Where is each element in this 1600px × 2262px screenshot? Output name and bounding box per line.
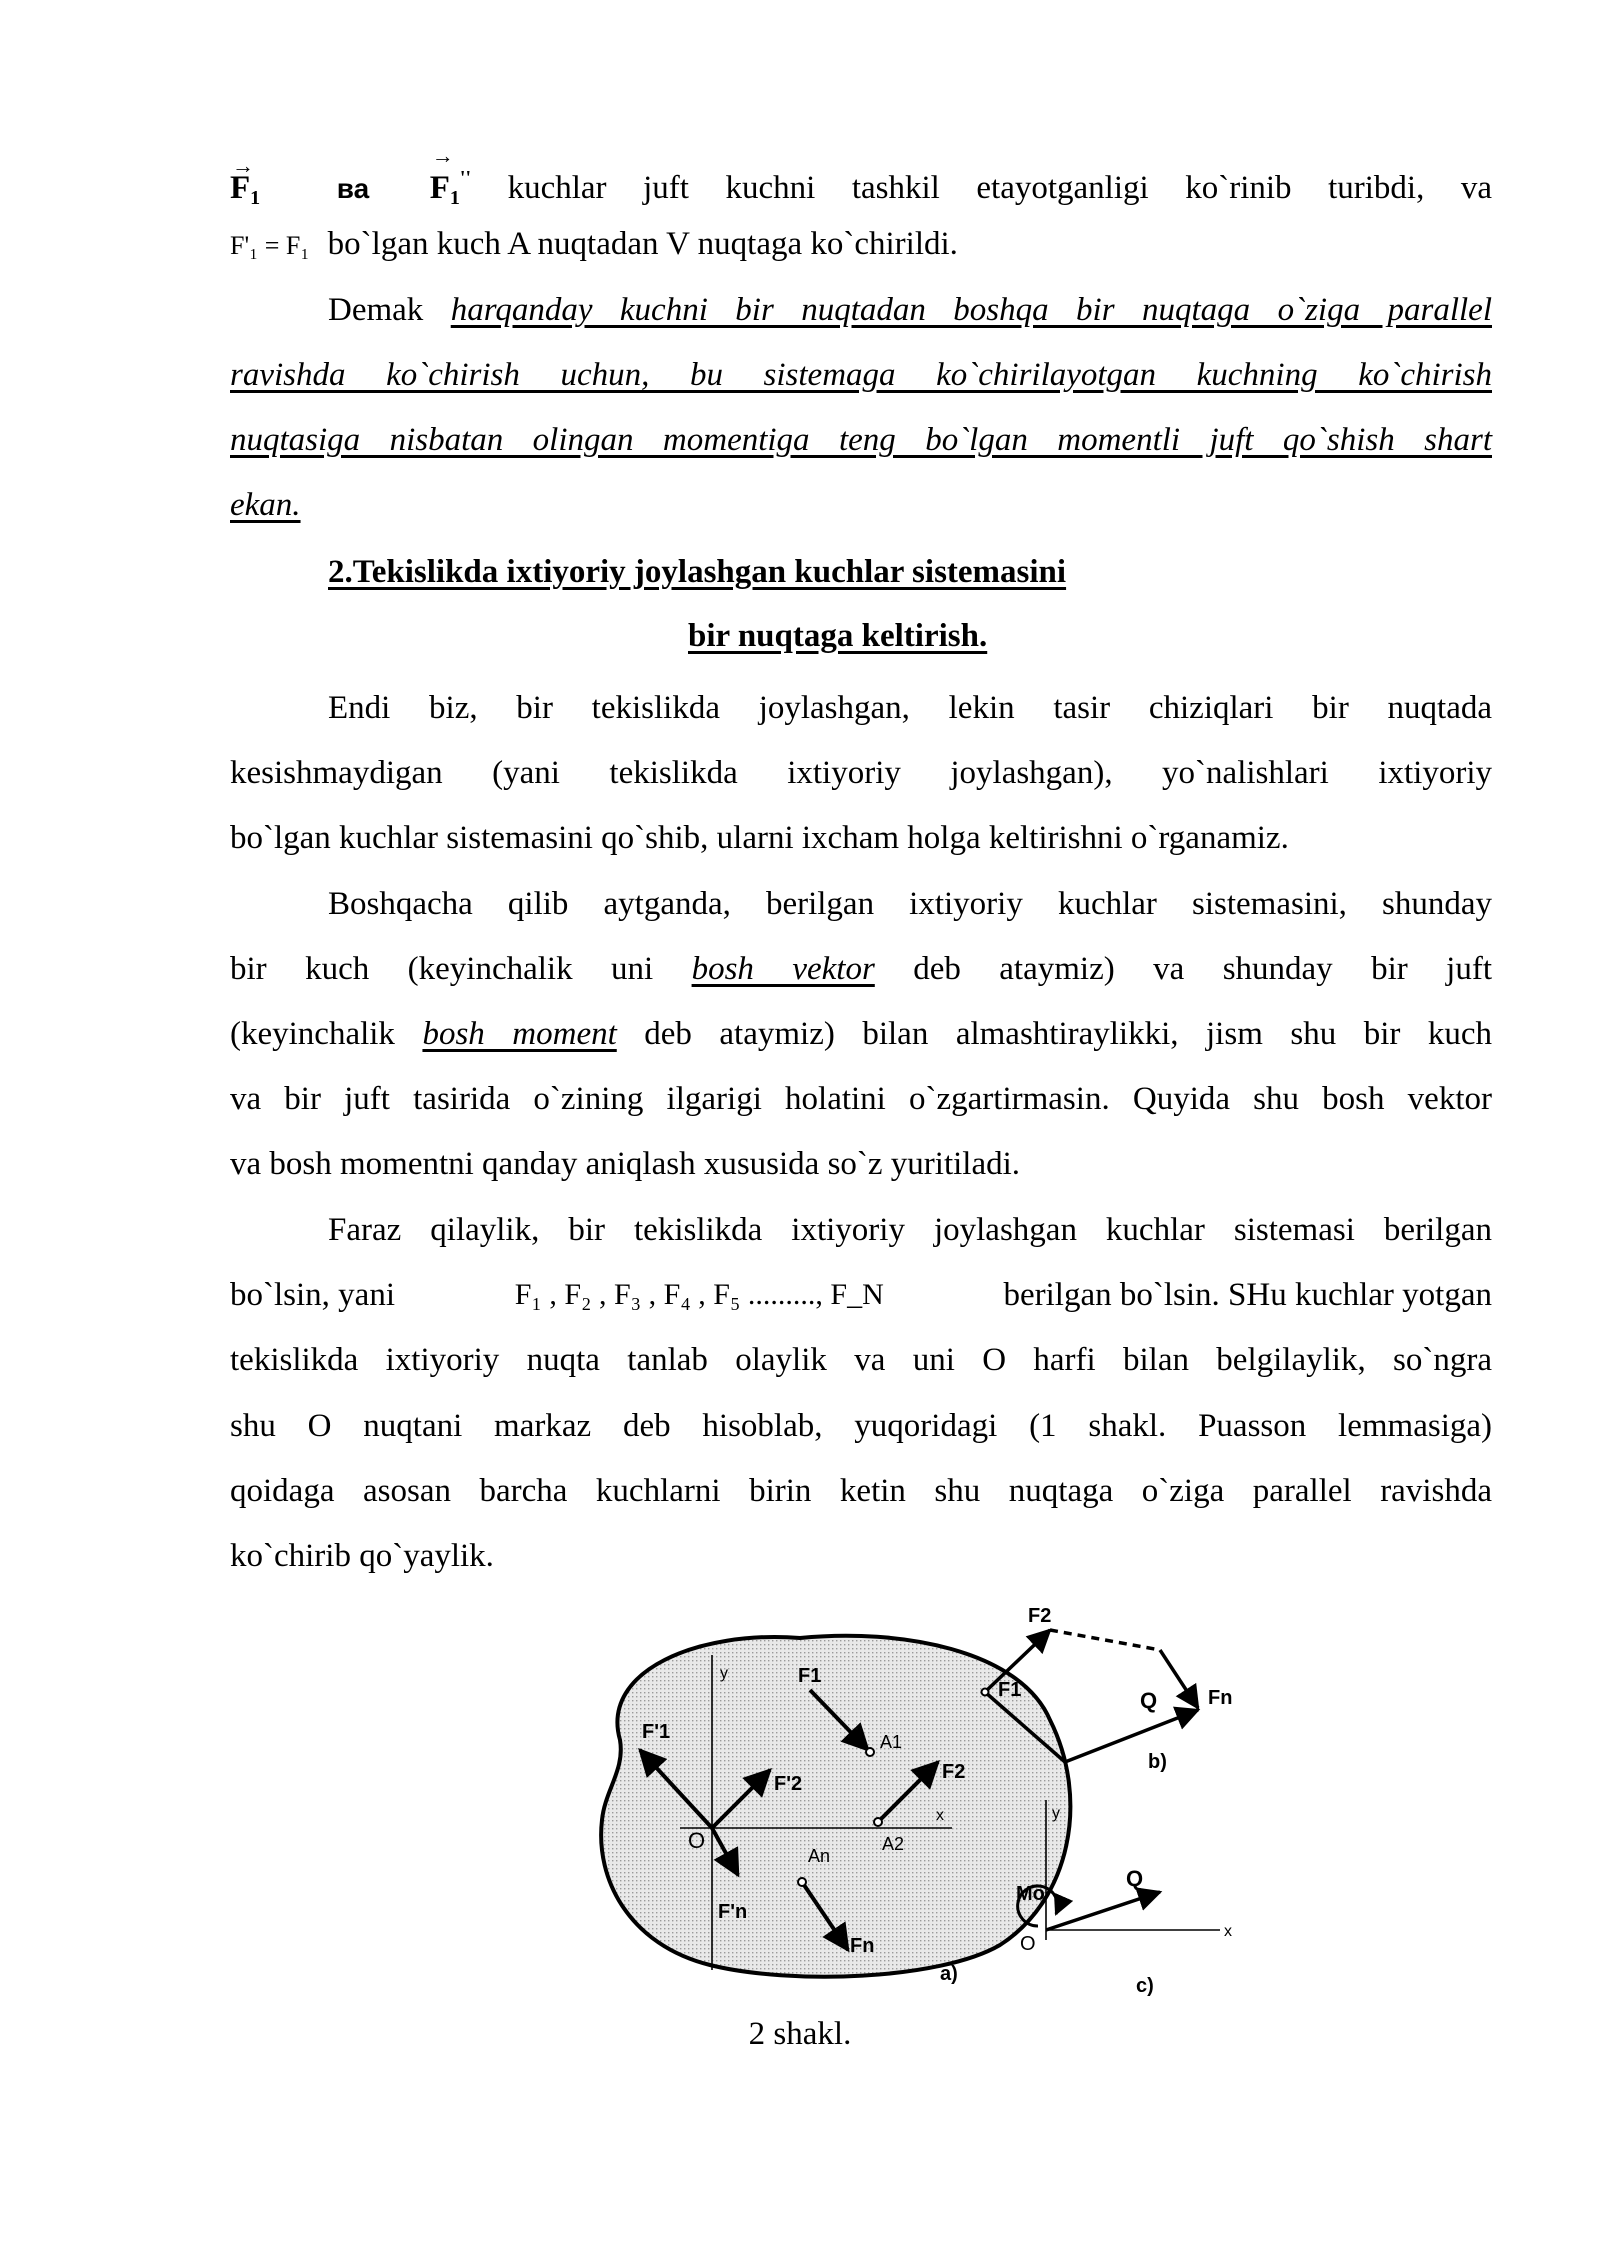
faraz-line-6: ko`chirib qo`yaylik. <box>230 1538 494 1574</box>
figure-2 <box>580 1600 1280 2010</box>
figure-caption: 2 shakl. <box>748 2016 852 2052</box>
label-b-Fn: Fn <box>1208 1687 1233 1709</box>
point-A1 <box>866 1748 874 1756</box>
section-heading-2 <box>688 614 987 658</box>
text-line-1 <box>230 156 1492 220</box>
demak-line-4 <box>230 483 1492 527</box>
faraz-l2-b: berilgan bo`lsin. SHu kuchlar yotgan <box>1003 1277 1492 1313</box>
boshqacha-l3-a: (keyinchalik <box>230 1016 423 1052</box>
faraz-line-1: Faraz qilaylik, bir tekislikda ixtiyoriy joylashgan kuchlar sistemasi berilgan <box>328 1212 1492 1248</box>
force-f1-double-prime-symbol: → $F_1''$ <box>430 156 471 220</box>
boshqacha-l2-a: bir kuch (keyinchalik uni <box>230 951 692 987</box>
label-c-origin: O <box>1020 1933 1036 1955</box>
underlined-rule-1: harqanday kuchni bir nuqtadan boshqa bir nuqtaga o`ziga parallel <box>450 292 1492 328</box>
panel-c-label: c) <box>1136 1975 1154 1997</box>
label-c-Mo: Mo <box>1016 1883 1045 1905</box>
label-F1: F1 <box>798 1665 822 1687</box>
line-1-text: kuchlar juft kuchni tashkil etayotganligi ko`rinib turibdi, va <box>507 170 1493 206</box>
label-F2-prime: F'2 <box>774 1773 803 1795</box>
boshqacha-line-3 <box>230 1012 1492 1056</box>
polygon-Q <box>1065 1710 1198 1762</box>
vector-Q-c <box>1046 1892 1160 1930</box>
label-F1-prime: F'1 <box>642 1721 671 1743</box>
faraz-l2-a: bo`lsin, yani <box>230 1277 395 1313</box>
conjunction-va: ва <box>336 173 370 204</box>
line-2-text: bo`lgan kuch A nuqtadan V nuqtaga ko`chirildi. <box>327 226 958 262</box>
demak-line-1 <box>328 288 1492 332</box>
axis-y-c-label: y <box>1052 1805 1060 1822</box>
panel-b-label: b) <box>1148 1751 1167 1773</box>
force-equality: F'₁ = F₁ <box>230 231 310 260</box>
panel-a-label: a) <box>940 1963 958 1985</box>
boshqacha-l3-b: deb ataymiz) bilan almashtiraylikki, jism shu bir kuch <box>616 1016 1493 1052</box>
label-F2: F2 <box>942 1761 966 1783</box>
boshqacha-line-4: va bir juft tasirida o`zining ilgarigi holatini o`zgartirmasin. Quyida shu bosh vektor <box>230 1081 1492 1117</box>
underlined-rule-3: nuqtasiga nisbatan olingan momentiga teng bo`lgan momentli juft qo`shish shart <box>230 422 1492 458</box>
label-An: An <box>808 1846 831 1866</box>
endi-line-1: Endi biz, bir tekislikda joylashgan, lekin tasir chiziqlari bir nuqtada <box>328 690 1492 726</box>
heading-text-1: 2.Tekislikda ixtiyoriy joylashgan kuchlar sistemasini <box>328 554 1067 590</box>
demak-line-3 <box>230 418 1492 462</box>
axis-x-a-label: x <box>936 1807 944 1824</box>
force-f1-symbol: → $F_1$ <box>230 166 260 220</box>
heading-text-2: bir nuqtaga keltirish. <box>688 618 988 654</box>
text-line-2 <box>230 222 1492 268</box>
boshqacha-line-1: Boshqacha qilib aytganda, berilgan ixtiyoriy kuchlar sistemasini, shunday <box>328 886 1492 922</box>
point-A2 <box>874 1818 882 1826</box>
origin-label-a: O <box>688 1828 706 1853</box>
point-An <box>798 1878 806 1886</box>
faraz-line-5: qoidaga asosan barcha kuchlarni birin ketin shu nuqtaga o`ziga parallel ravishda <box>230 1473 1492 1509</box>
polygon-Fn <box>1160 1650 1198 1708</box>
label-Fn: Fn <box>850 1935 875 1957</box>
underlined-rule-4: ekan. <box>230 487 301 523</box>
label-A1: A1 <box>880 1732 903 1752</box>
axis-x-c-label: x <box>1224 1923 1232 1940</box>
polygon-F2-dashed <box>1050 1630 1160 1650</box>
term-bosh-moment: bosh moment <box>422 1016 617 1052</box>
axis-y-a-label: y <box>720 1665 728 1682</box>
label-Fn-prime: F'n <box>718 1901 748 1923</box>
boshqacha-l2-b: deb ataymiz) va shunday bir juft <box>874 951 1492 987</box>
section-heading-1 <box>328 550 1590 594</box>
label-b-Q: Q <box>1140 1688 1158 1713</box>
label-b-F1: F1 <box>998 1679 1022 1701</box>
polygon-start-point <box>982 1689 989 1696</box>
boshqacha-line-2 <box>230 947 1492 991</box>
label-A2: A2 <box>882 1834 905 1854</box>
endi-line-2: kesishmaydigan (yani tekislikda ixtiyoriy joylashgan), yo`nalishlari ixtiyoriy <box>230 755 1492 791</box>
demak-word: Demak <box>328 292 451 328</box>
boshqacha-line-5: va bosh momentni qanday aniqlash xususida so`z yuritiladi. <box>230 1146 1021 1182</box>
faraz-line-2 <box>230 1273 1492 1317</box>
endi-line-3: bo`lgan kuchlar sistemasini qo`shib, ularni ixcham holga keltirishni o`rganamiz. <box>230 820 1289 856</box>
faraz-line-4: shu O nuqtani markaz deb hisoblab, yuqoridagi (1 shakl. Puasson lemmasiga) <box>230 1408 1492 1444</box>
term-bosh-vektor: bosh vektor <box>691 951 875 987</box>
label-b-F2: F2 <box>1028 1605 1052 1627</box>
force-list: F₁ , F₂ , F₃ , F₄ , F₅ ........., F_N <box>514 1278 884 1311</box>
label-c-Q: Q <box>1126 1866 1144 1891</box>
demak-line-2 <box>230 353 1492 397</box>
faraz-line-3: tekislikda ixtiyoriy nuqta tanlab olaylik va uni O harfi bilan belgilaylik, so`ngra <box>230 1342 1492 1378</box>
underlined-rule-2: ravishda ko`chirish uchun, bu sistemaga ko`chirilayotgan kuchning ko`chirish <box>230 357 1492 393</box>
